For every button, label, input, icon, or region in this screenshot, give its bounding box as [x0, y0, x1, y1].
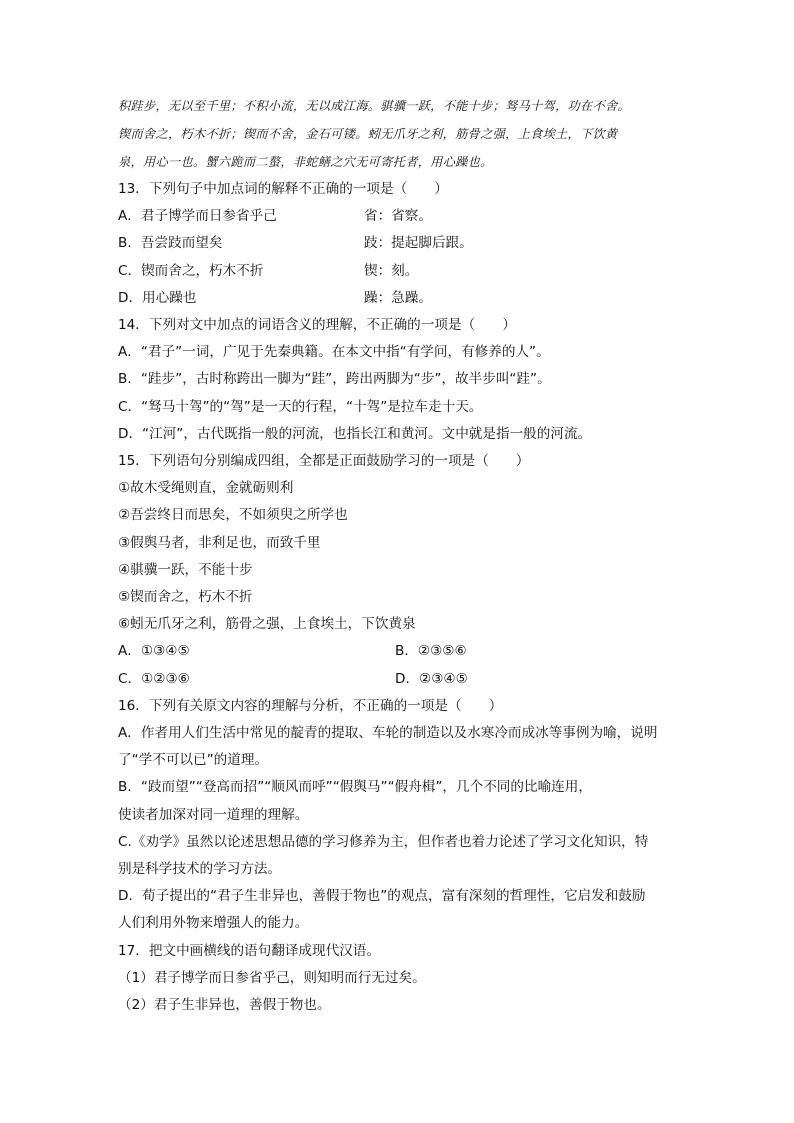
option-row: [118, 258, 690, 285]
passage-excerpt: [118, 92, 690, 176]
question-stem: 16．下列有关原文内容的理解与分析，不正确的一项是（ ）: [118, 697, 503, 714]
option-line: A．“君子”一词，广见于先秦典籍。在本文中指“有学问，有修养的人”。: [118, 344, 550, 361]
question-16: [118, 693, 690, 938]
question-13: [118, 176, 690, 312]
numbered-item: ⑥蚓无爪牙之利，筋骨之强，上食埃土，下饮黄泉: [118, 616, 416, 633]
question-14: [118, 312, 690, 448]
translation-item: （2）君子生非异也，善假于物也。: [118, 997, 331, 1014]
option-c: C．①②③⑥: [118, 670, 190, 687]
numbered-item: ③假舆马者，非利足也，而致千里: [118, 534, 321, 551]
question-stem: 17．把文中画横线的语句翻译成现代汉语。: [118, 942, 380, 959]
question-stem: 14．下列对文中加点的词语含义的理解，不正确的一项是（ ）: [118, 317, 516, 334]
option-line: D．“江河”，古代既指一般的河流，也指长江和黄河。文中就是指一般的河流。: [118, 425, 592, 442]
option-sentence: B．吾尝跂而望矣: [118, 235, 223, 252]
option-line: B．“跂而望”“登高而招”“顺风而呼”“假舆马”“假舟楫”，几个不同的比喻连用，: [118, 779, 592, 796]
option-explanation: 省：省察。: [364, 208, 432, 225]
option-line: C.《劝学》虽然以论述思想品德的学习修养为主，但作者也着力论述了学习文化知识，特: [118, 833, 649, 850]
option-row: [118, 203, 690, 230]
option-explanation: 躁：急躁。: [364, 289, 432, 306]
option-line: 使读者加深对同一道理的理解。: [118, 806, 309, 823]
option-row: [118, 666, 690, 693]
passage-line: 积跬步，无以至千里；不积小流，无以成江海。骐骥一跃，不能十步；驽马十驾，功在不舍。: [118, 99, 630, 113]
option-line: 了“学不可以已”的道理。: [118, 752, 269, 769]
question-stem: 15．下列语句分别编成四组，全都是正面鼓励学习的一项是（ ）: [118, 453, 530, 470]
option-explanation: 锲：刻。: [364, 262, 419, 279]
translation-item: （1）君子博学而日参省乎己，则知明而行无过矣。: [118, 969, 426, 986]
question-15: [118, 448, 690, 693]
option-a: A．①③④⑤: [118, 643, 190, 660]
option-line: A．作者用人们生活中常见的靛青的提取、车轮的制造以及水寒冷而成冰等事例为喻，说明: [118, 725, 658, 742]
passage-line: 锲而舍之，朽木不折；锲而不舍，金石可镂。蚓无爪牙之利，筋骨之强，上食埃土，下饮黄: [118, 127, 618, 141]
option-line: B．“跬步”，古时称跨出一脚为“跬”，跨出两脚为“步”，故半步叫“跬”。: [118, 371, 551, 388]
option-line: 人们利用外物来增强人的能力。: [118, 915, 309, 932]
passage-line: 泉，用心一也。蟹六跪而二螯，非蛇鳝之穴无可寄托者，用心躁也。: [118, 155, 493, 169]
numbered-item: ②吾尝终日而思矣，不如须臾之所学也: [118, 507, 348, 524]
numbered-item: ④骐骥一跃，不能十步: [118, 561, 253, 578]
option-line: C．“驽马十驾”的“驾”是一天的行程，“十驾”是拉车走十天。: [118, 398, 483, 415]
question-17: [118, 938, 690, 1020]
option-line: 别是科学技术的学习方法。: [118, 861, 282, 878]
numbered-item: ①故木受绳则直，金就砺则利: [118, 480, 294, 497]
option-row: [118, 285, 690, 312]
option-row: [118, 638, 690, 665]
option-sentence: D．用心躁也: [118, 289, 197, 306]
option-explanation: 跂：提起脚后跟。: [364, 235, 473, 252]
question-stem: 13．下列句子中加点词的解释不正确的一项是（ ）: [118, 181, 448, 197]
option-row: [118, 230, 690, 257]
option-line: D．荀子提出的“君子生非异也，善假于物也”的观点，富有深刻的哲理性，它启发和鼓励: [118, 888, 646, 905]
option-b: B．②③⑤⑥: [395, 643, 467, 660]
option-d: D．②③④⑤: [395, 670, 468, 687]
option-sentence: A．君子博学而日参省乎己: [118, 208, 277, 225]
exam-page: [118, 92, 690, 1019]
option-sentence: C．锲而舍之，朽木不折: [118, 262, 264, 279]
numbered-item: ⑤锲而舍之，朽木不折: [118, 589, 253, 606]
